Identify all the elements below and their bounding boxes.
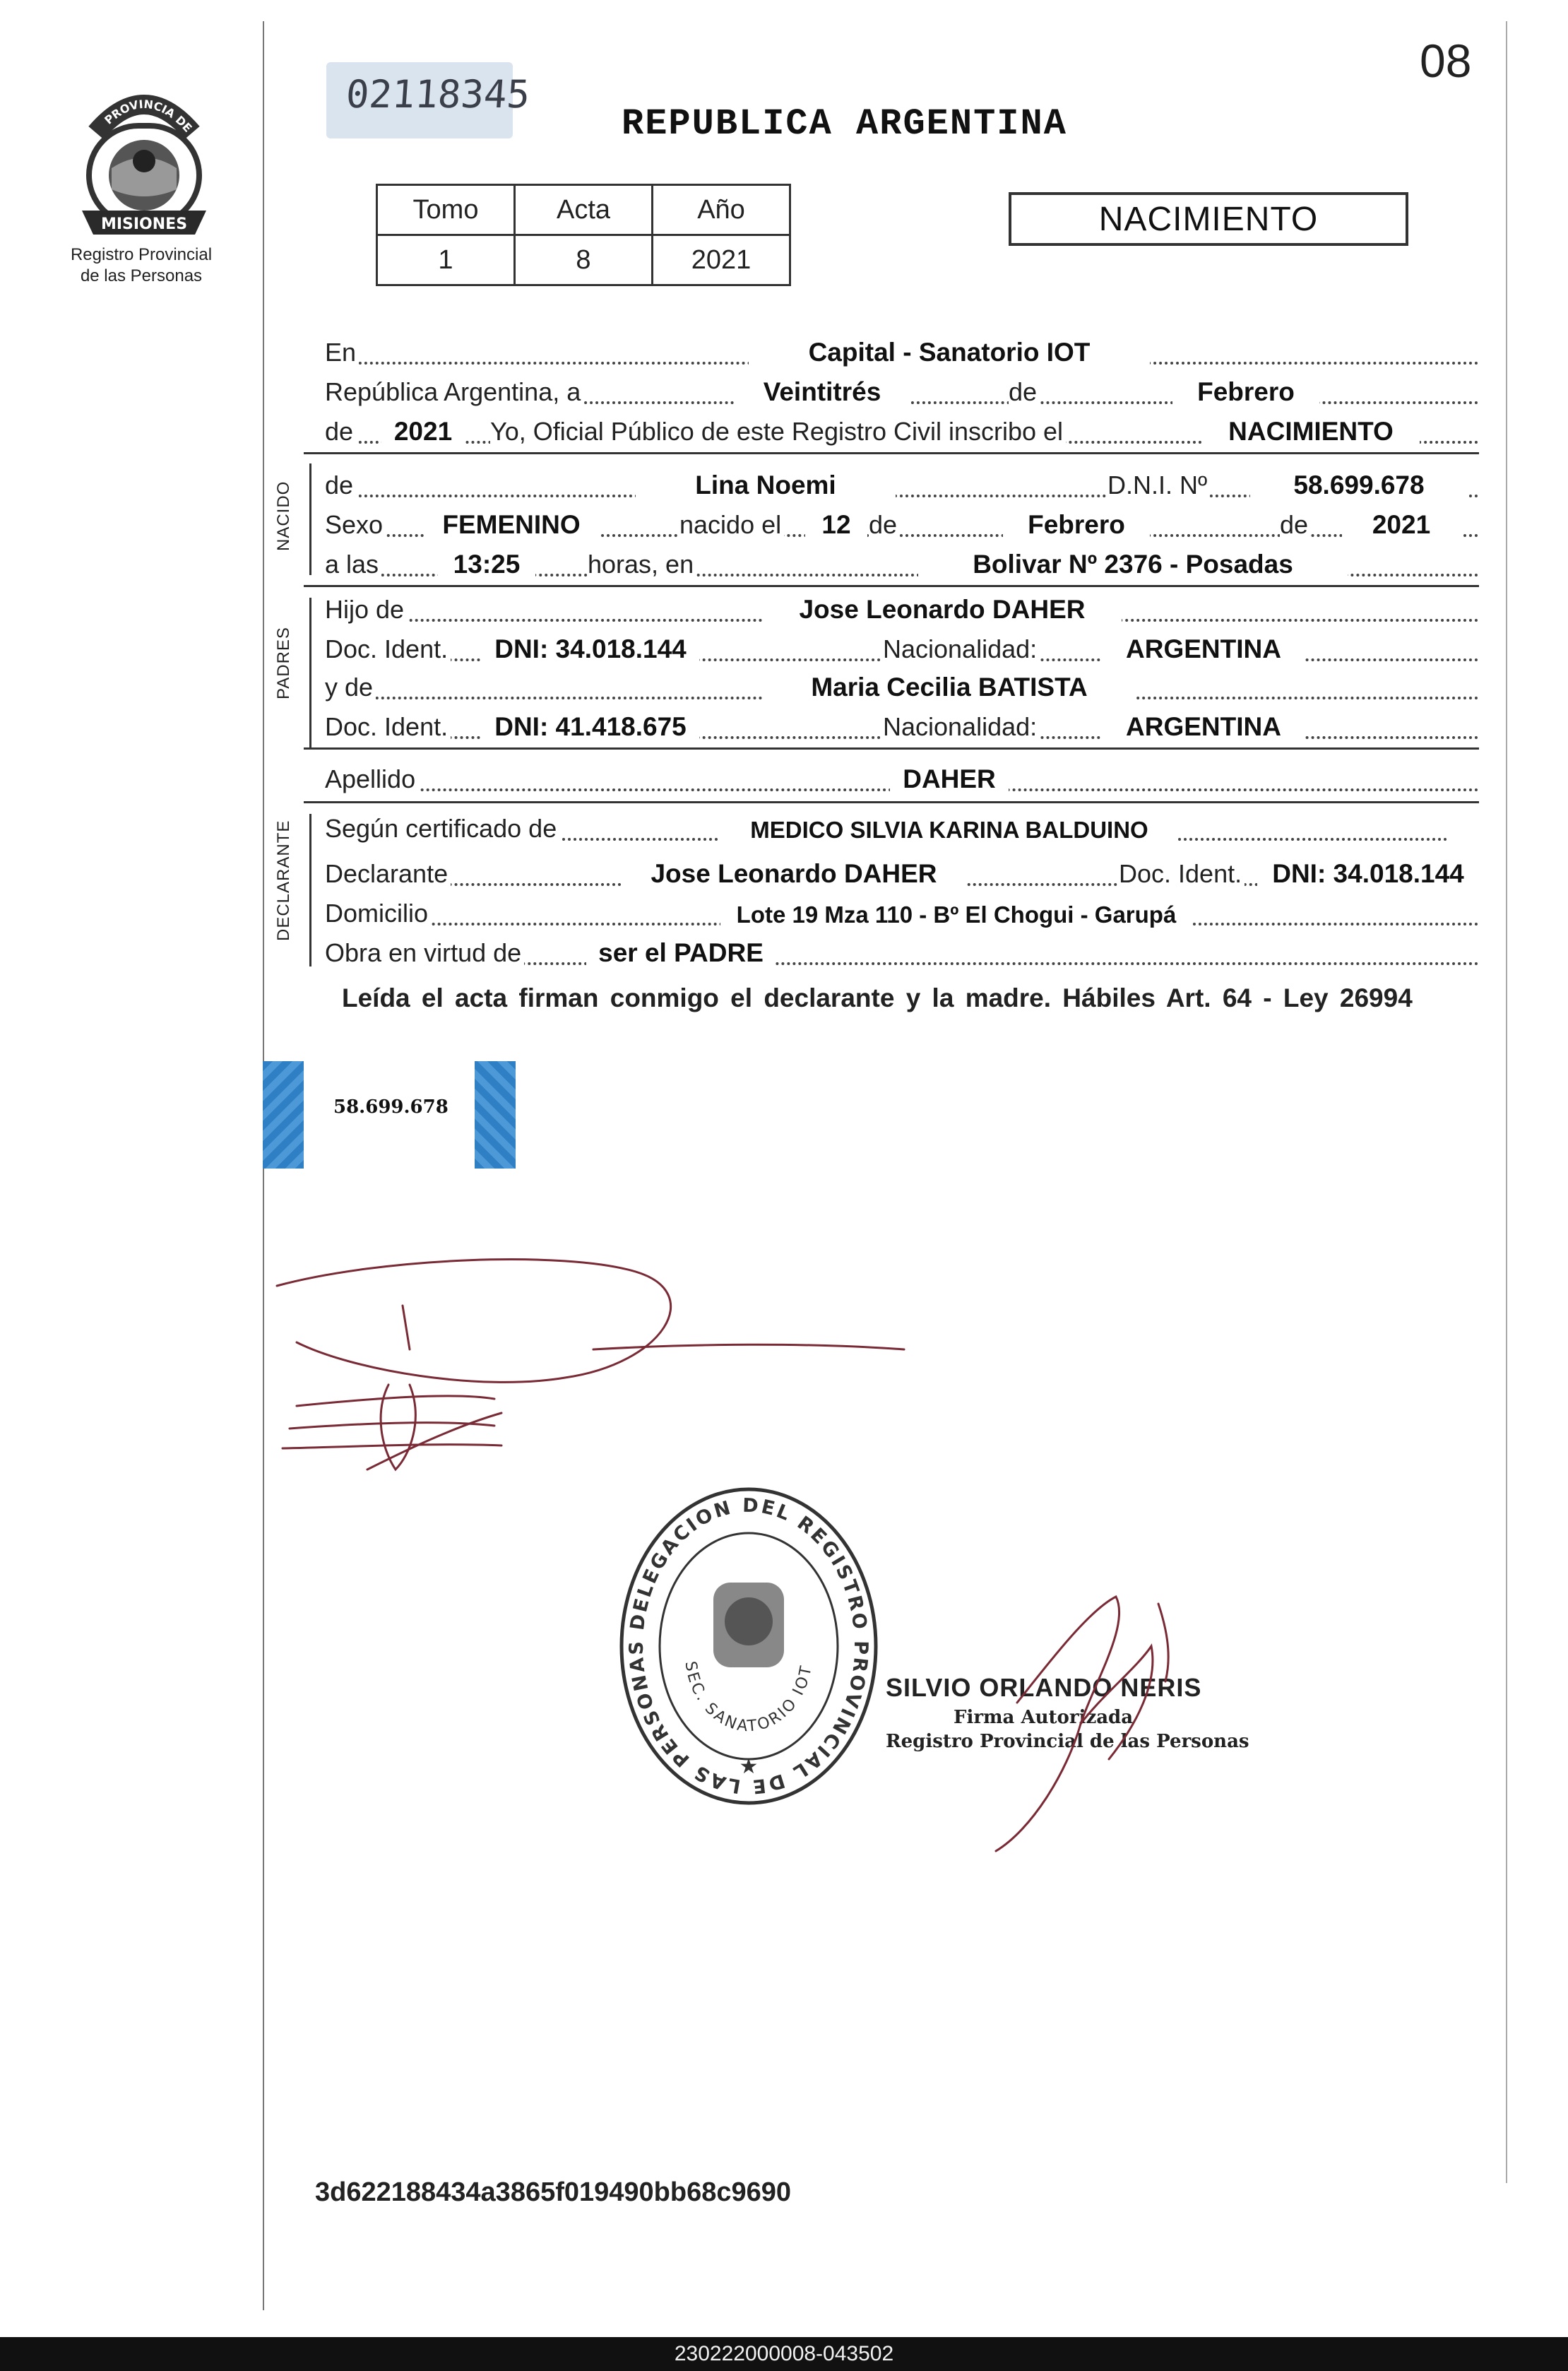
certificado-value: MEDICO SILVIA KARINA BALDUINO: [720, 817, 1178, 844]
document-hash: 3d622188434a3865f019490bb68c9690: [315, 2177, 792, 2207]
label-doc-ident-2: Doc. Ident.: [325, 712, 451, 742]
mother-name-value: Maria Cecilia BATISTA: [763, 673, 1136, 702]
row-certificado: [325, 808, 1479, 848]
id-sticker: [263, 1061, 516, 1169]
footer-code: 230222000008-043502: [674, 2342, 894, 2365]
row-time-place: [325, 544, 1479, 584]
birth-day-value: 12: [805, 510, 867, 540]
row-domicilio: [325, 893, 1479, 933]
row-father-doc: [325, 629, 1479, 668]
label-sexo: Sexo: [325, 510, 386, 540]
row-father: [325, 589, 1479, 629]
label-segun: Según certificado de: [325, 814, 559, 844]
row-mother-doc: [325, 706, 1479, 746]
place-value: Capital - Sanatorio IOT: [749, 338, 1150, 367]
sticker-number: 58.699.678: [333, 1096, 449, 1118]
father-name-value: Jose Leonardo DAHER: [763, 595, 1122, 625]
record-type: NACIMIENTO: [1098, 201, 1319, 238]
row-place: [325, 332, 1479, 372]
label-nacido-el: nacido el: [679, 510, 784, 540]
label-nacionalidad: Nacionalidad:: [883, 634, 1040, 664]
official-role: Firma Autorizada: [954, 1707, 1134, 1728]
logo-caption: [35, 244, 247, 287]
label-declarante: Declarante: [325, 859, 451, 889]
row-sex-birthdate: [325, 504, 1479, 544]
label-en: En: [325, 338, 359, 367]
logo-caption-line2: de las Personas: [80, 266, 203, 285]
label-nacionalidad-2: Nacionalidad:: [883, 712, 1040, 742]
label-de-2: de: [869, 510, 900, 540]
label-year-de: de: [325, 417, 356, 447]
serial-number-sticker: [326, 62, 532, 138]
official-stamp: [607, 1477, 890, 1819]
section-divider: [304, 801, 1479, 803]
birth-year-value: 2021: [1342, 510, 1461, 540]
section-divider: [304, 585, 1479, 587]
label-de-3: de: [1280, 510, 1311, 540]
label-de: de: [1009, 377, 1040, 407]
act-type-value: NACIMIENTO: [1202, 417, 1420, 447]
record-table-value-row: [377, 235, 790, 285]
sticker-blue-left: [263, 1061, 304, 1169]
label-domicilio: Domicilio: [325, 899, 431, 928]
record-type-box: [1009, 192, 1408, 246]
father-doc-value: DNI: 34.018.144: [482, 634, 699, 664]
row-mother: [325, 667, 1479, 706]
row-date: [325, 372, 1479, 411]
record-table-value: 8: [515, 235, 653, 285]
record-table: [376, 184, 791, 286]
section-divider: [304, 747, 1479, 750]
side-label-declarante: DECLARANTE: [274, 820, 293, 941]
label-doc-ident: Doc. Ident.: [325, 634, 451, 664]
month-value: Febrero: [1172, 377, 1319, 407]
svg-text:★: ★: [739, 1755, 759, 1778]
record-table-header: Tomo: [377, 185, 515, 235]
sex-value: FEMENINO: [424, 510, 599, 540]
declarante-bracket: [309, 814, 311, 966]
row-apellido: [325, 759, 1479, 798]
birth-month-value: Febrero: [1003, 510, 1150, 540]
row-year: [325, 411, 1479, 451]
svg-text:PROVINCIA DE: PROVINCIA DE: [102, 97, 195, 135]
mother-nat-value: ARGENTINA: [1102, 712, 1305, 742]
label-y-de: y de: [325, 673, 376, 702]
label-de-name: de: [325, 471, 356, 500]
closing-text: Leída el acta firman conmigo el declarante y la madre. Hábiles Art. 64 - Ley 26994: [342, 983, 1413, 1012]
svg-text:DELEGACION DEL REGISTRO PROVIN: DELEGACION DEL REGISTRO PROVINCIAL DE LAS PERSONAS: [625, 1494, 872, 1798]
label-obra: Obra en virtud de: [325, 938, 524, 968]
row-declarante: [325, 853, 1479, 893]
label-dni: D.N.I. Nº: [1107, 471, 1210, 500]
official-name: SILVIO ORLANDO NERIS: [886, 1673, 1202, 1702]
domicilio-value: Lote 19 Mza 110 - Bº El Chogui - Garupá: [720, 901, 1192, 928]
province-logo: [68, 76, 220, 246]
birth-place-value: Bolivar Nº 2376 - Posadas: [918, 550, 1348, 579]
record-table-header-row: [377, 185, 790, 235]
label-hijo-de: Hijo de: [325, 595, 407, 625]
official-office: Registro Provincial de las Personas: [886, 1731, 1249, 1752]
label-apellido: Apellido: [325, 764, 418, 794]
father-nat-value: ARGENTINA: [1102, 634, 1305, 664]
svg-text:SEC. SANATORIO IOT: SEC. SANATORIO IOT: [681, 1660, 816, 1736]
year-value: 2021: [381, 417, 465, 447]
logo-caption-line1: Registro Provincial: [70, 245, 213, 264]
declarante-doc-value: DNI: 34.018.144: [1257, 859, 1479, 889]
label-a-las: a las: [325, 550, 381, 579]
child-dni-value: 58.699.678: [1250, 471, 1468, 500]
page-number: 08: [1420, 35, 1472, 87]
padres-bracket: [309, 598, 311, 747]
label-horas: horas, en: [588, 550, 696, 579]
row-name: [325, 465, 1479, 504]
declarante-name-value: Jose Leonardo DAHER: [622, 859, 966, 889]
child-name-value: Lina Noemi: [636, 471, 896, 500]
apellido-value: DAHER: [890, 764, 1009, 794]
record-table-header: Año: [653, 185, 790, 235]
side-label-padres: PADRES: [274, 627, 293, 699]
label-oficial: Yo, Oficial Público de este Registro Civil inscribo el: [490, 417, 1066, 447]
serial-number: 02118345: [344, 72, 532, 117]
section-divider: [304, 452, 1479, 454]
record-table-value: 2021: [653, 235, 790, 285]
official-signature: [975, 1583, 1187, 1869]
document-title: REPUBLICA ARGENTINA: [622, 103, 1067, 145]
birth-time-value: 13:25: [438, 550, 535, 579]
nacido-bracket: [309, 463, 311, 575]
day-words-value: Veintitrés: [735, 377, 910, 407]
label-doc-ident-3: Doc. Ident.: [1119, 859, 1245, 889]
obra-value: ser el PADRE: [586, 938, 776, 968]
record-table-header: Acta: [515, 185, 653, 235]
record-table-value: 1: [377, 235, 515, 285]
row-obra: [325, 933, 1479, 972]
mother-doc-value: DNI: 41.418.675: [482, 712, 699, 742]
label-republic: República Argentina, a: [325, 377, 583, 407]
right-margin-rule: [1506, 21, 1507, 2183]
svg-text:MISIONES: MISIONES: [100, 215, 188, 233]
side-label-nacido: NACIDO: [274, 480, 293, 551]
sticker-blue-right: [475, 1061, 516, 1169]
footer-bar: [0, 2337, 1568, 2371]
